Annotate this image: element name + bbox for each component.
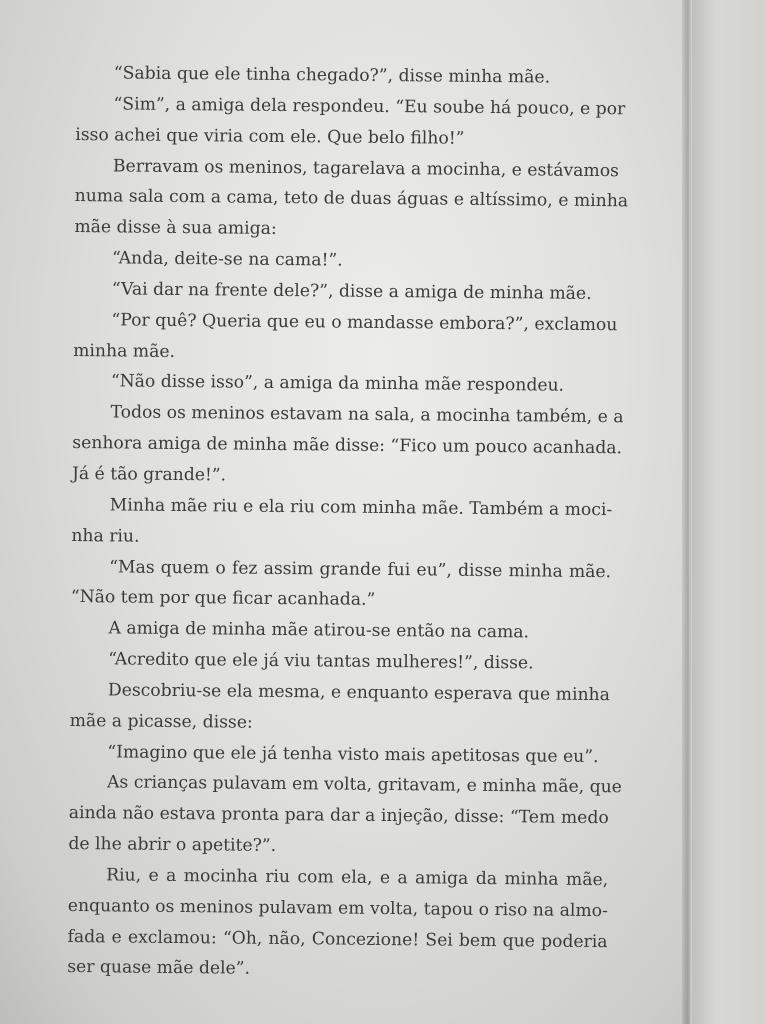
text-line: “Não disse isso”, a amiga da minha mãe respondeu. [110, 371, 565, 397]
page-edge [682, 0, 692, 1024]
text-line: Já é tão grande!”. [71, 463, 227, 486]
text-line: ainda não estava pronta para dar a injeção, disse: “Tem medo [68, 803, 609, 829]
text-line: “Mas quem o fez assim grande fui eu”, disse minha mãe. [109, 556, 612, 582]
text-line: mãe disse à sua amiga: [74, 217, 277, 240]
text-line: numa sala com a cama, teto de duas águas e altíssimo, e minha [74, 186, 629, 212]
text-line: Minha mãe riu e ela riu com minha mãe. Também a moci- [109, 495, 613, 520]
text-line: de lhe abrir o apetite?”. [68, 834, 277, 857]
text-line: isso achei que viria com ele. Que belo filho!” [75, 124, 465, 149]
text-line: Berravam os meninos, tagarelava a mocinha, e estávamos [112, 155, 620, 181]
text-line: senhora amiga de minha mãe disse: “Fico um pouco acanhada. [72, 433, 623, 459]
text-line: “Vai dar na frente dele?”, disse a amiga de minha mãe. [111, 279, 592, 304]
text-line: “Acredito que ele já viu tantas mulheres!”, disse. [108, 649, 534, 674]
text-line: “Anda, deite-se na cama!”. [111, 248, 343, 271]
text-line: “Não tem por que ficar acanhada.” [70, 587, 376, 611]
text-line: minha mãe. [73, 340, 176, 362]
page-text [67, 58, 629, 988]
next-page [692, 0, 765, 1024]
text-line: “Sim”, a amiga dela respondeu. “Eu soube há pouco, e por [113, 94, 626, 120]
text-line: Riu, e a mocinha riu com ela, e a amiga da minha mãe, [106, 865, 609, 891]
text-line: ser quase mãe dele”. [67, 957, 251, 980]
text-line: nha riu. [71, 525, 140, 547]
text-line: Todos os meninos estavam na sala, a mocinha também, e a [110, 402, 624, 428]
text-line: A amiga de minha mãe atirou-se então na cama. [108, 618, 530, 643]
text-line: fada e exclamou: “Oh, não, Concezione! Sei bem que poderia [67, 926, 608, 952]
text-line: enquanto os meninos pulavam em volta, tapou o riso na almo- [67, 895, 608, 921]
text-line: “Por quê? Queria que eu o mandasse embora?”, exclamou [111, 310, 618, 335]
text-line: As crianças pulavam em volta, gritavam, e minha mãe, que [106, 772, 622, 798]
text-line: Descobriu-se ela mesma, e enquanto esperava que minha [107, 680, 611, 706]
text-line: mãe a picasse, disse: [69, 710, 253, 733]
text-line: “Imagino que ele já tenha visto mais apetitosas que eu”. [107, 741, 599, 767]
text-line: “Sabia que ele tinha chegado?”, disse minha mãe. [113, 63, 551, 88]
